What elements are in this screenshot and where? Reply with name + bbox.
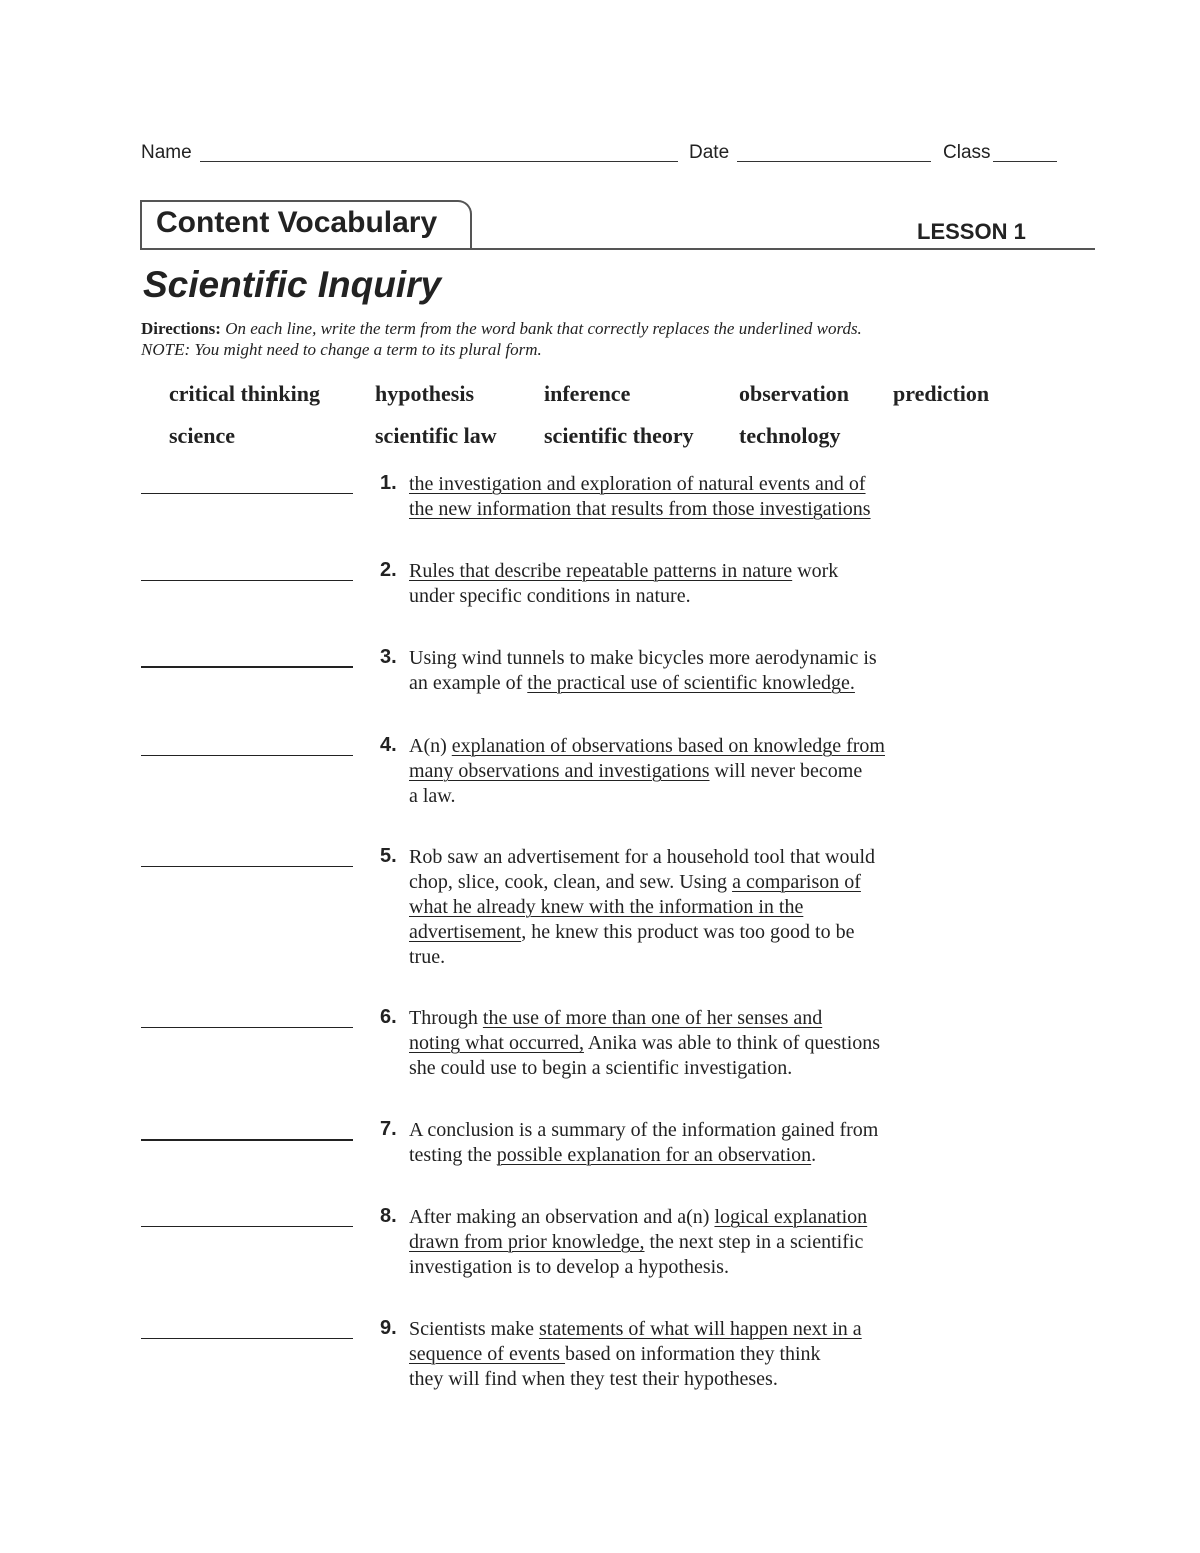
name-label: Name [141,142,192,163]
word-bank-term: observation [739,381,849,406]
question-number: 6. [380,1006,397,1028]
question-plain-text: investigation is to develop a hypothesis. [409,1256,729,1278]
banner-divider [140,248,1095,250]
student-info-row [141,140,1061,168]
question-text-3 [409,646,929,696]
question-number: 4. [380,734,397,756]
answer-blank-3[interactable] [141,666,353,668]
question-plain-text: she could use to begin a scientific investigation. [409,1057,793,1079]
class-label: Class [943,142,991,163]
question-plain-text: true. [409,946,446,968]
date-label: Date [689,142,730,163]
question-number: 2. [380,559,397,581]
question-text-8 [409,1205,929,1280]
question-plain-text: a law. [409,785,456,807]
question-underlined-text: sequence of events [409,1343,566,1365]
answer-blank-9[interactable] [141,1338,353,1339]
answer-blank-7[interactable] [141,1139,353,1141]
question-text-4 [409,734,929,809]
question-plain-text: A(n) [409,735,452,757]
answer-blank-5[interactable] [141,866,353,867]
directions-label: Directions: [141,319,221,338]
question-underlined-text: noting what occurred, [409,1032,584,1054]
question-number: 9. [380,1317,397,1339]
question-underlined-text: the investigation and exploration of natural events and of [409,473,866,495]
question-number: 7. [380,1118,397,1140]
question-underlined-text: the practical use of scientific knowledge. [527,672,855,694]
directions-line-2: NOTE: You might need to change a term to its plural form. [141,340,542,359]
question-plain-text: After making an observation and a(n) [409,1206,715,1228]
question-underlined-text: explanation of observations based on knowledge from [451,735,885,757]
directions [141,318,1041,360]
question-plain-text: testing the [409,1144,497,1166]
word-bank-term: scientific law [375,423,497,448]
question-plain-text: Scientists make [409,1318,539,1340]
question-text-5 [409,845,929,970]
answer-blank-1[interactable] [141,493,353,494]
word-bank-term: critical thinking [169,381,320,406]
question-underlined-text: advertisement [409,921,522,943]
word-bank-term: technology [739,423,841,448]
question-plain-text: Using wind tunnels to make bicycles more aerodynamic is [409,647,877,669]
date-field[interactable] [737,161,931,162]
question-plain-text: work [792,560,839,582]
name-field[interactable] [200,161,678,162]
question-underlined-text: logical explanation [714,1206,868,1228]
question-text-9 [409,1317,929,1392]
question-underlined-text: drawn from prior knowledge, [409,1231,645,1253]
question-plain-text: based on information they think [565,1343,821,1365]
banner-title: Content Vocabulary [156,206,438,239]
question-text-2 [409,559,929,609]
lesson-label: LESSON 1 [917,219,1026,244]
directions-line-1: On each line, write the term from the word bank that correctly replaces the underlined words. [225,319,862,338]
page-title: Scientific Inquiry [143,264,442,305]
question-number: 5. [380,845,397,867]
word-bank-term: scientific theory [544,423,694,448]
question-underlined-text: many observations and investigations [409,760,710,782]
answer-blank-8[interactable] [141,1226,353,1227]
class-field[interactable] [993,161,1057,162]
answer-blank-2[interactable] [141,580,353,581]
question-underlined-text: what he already knew with the information in the [409,896,804,918]
question-plain-text: under specific conditions in nature. [409,585,691,607]
question-underlined-text: the new information that results from those investigations [409,498,871,520]
question-plain-text: an example of [409,672,528,694]
question-plain-text: they will find when they test their hypotheses. [409,1368,778,1390]
question-text-7 [409,1118,929,1168]
question-plain-text: Through [409,1007,483,1029]
answer-blank-6[interactable] [141,1027,353,1028]
answer-blank-4[interactable] [141,755,353,756]
question-underlined-text: Rules that describe repeatable patterns in nature [409,560,793,582]
question-text-1 [409,472,929,522]
word-bank-term: science [169,423,235,448]
question-plain-text: the next step in a scientific [644,1231,864,1253]
word-bank-term: prediction [893,381,990,406]
question-plain-text: chop, slice, cook, clean, and sew. Using [409,871,733,893]
word-bank-term: inference [544,381,631,406]
question-plain-text: A conclusion is a summary of the information gained from [409,1119,879,1141]
question-plain-text: . [811,1144,817,1166]
question-underlined-text: possible explanation for an observation [496,1144,812,1166]
question-plain-text: Anika was able to think of questions [583,1032,881,1054]
question-number: 3. [380,646,397,668]
question-underlined-text: statements of what will happen next in a [538,1318,862,1340]
word-bank-term: hypothesis [375,381,475,406]
question-text-6 [409,1006,929,1081]
question-plain-text: Rob saw an advertisement for a household tool that would [409,846,876,868]
question-plain-text: , he knew this product was too good to be [521,921,855,943]
question-number: 8. [380,1205,397,1227]
question-plain-text: will never become [709,760,863,782]
question-underlined-text: a comparison of [732,871,861,893]
question-number: 1. [380,472,397,494]
question-underlined-text: the use of more than one of her senses and [482,1007,823,1029]
